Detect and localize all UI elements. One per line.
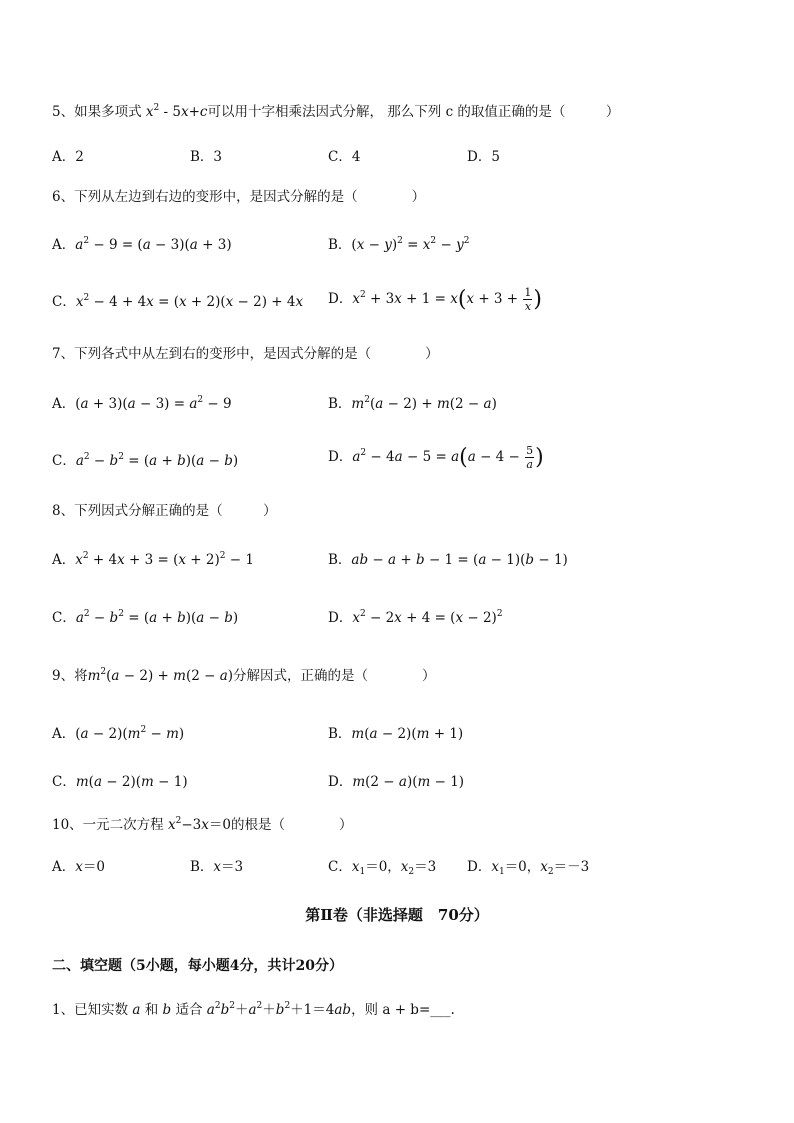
fill1-stem-post: ，则 a + b=___. — [351, 1002, 455, 1018]
q9-label-c: C． — [52, 774, 76, 790]
q9-stem-pre: 9、将 — [52, 668, 88, 684]
q10-expr-c: $x_1=0$，$x_2=3$ — [351, 859, 437, 877]
q8-label-c: C． — [52, 610, 76, 626]
q9-label-b: B． — [328, 726, 352, 742]
section2-title: 二、填空题（5小题，每小题4分，共计20分） — [52, 958, 343, 974]
q6-option-d[interactable] — [328, 286, 542, 313]
q9-label-d: D． — [328, 774, 353, 790]
q8-expr-a: $x^2 + 4x + 3 = (x + 2)^2 - 1$ — [75, 551, 254, 568]
q9-stem-math: $m^2(a - 2) + m(2 - a)$ — [87, 667, 234, 684]
q9-option-c[interactable] — [52, 770, 188, 790]
q8-label-b: B． — [328, 552, 352, 568]
q10-stem-pre: 10、一元二次方程 — [52, 817, 168, 833]
q8-expr-b: ab − a + b − 1 = (a − 1)(b − 1) — [351, 552, 568, 568]
q10-option-d[interactable] — [467, 855, 589, 875]
question-9 — [52, 664, 436, 684]
q5-stem-pre: 5、如果多项式 — [52, 104, 146, 120]
q10-stem-math: $x^2-3x=0$ — [167, 816, 231, 833]
q8-label-d: D． — [328, 610, 353, 626]
q10-label-a: A． — [52, 859, 76, 875]
q7-expr-b: $m^2(a - 2) + m(2 - a)$ — [351, 395, 497, 412]
question-6: 6、下列从左边到右边的变形中，是因式分解的是（ ） — [52, 189, 426, 205]
question-8: 8、下列因式分解正确的是（ ） — [52, 503, 277, 519]
q6-expr-c: $x^2 - 4 + 4x = (x + 2)(x - 2) + 4x$ — [75, 293, 304, 310]
q9-option-a[interactable] — [52, 722, 184, 742]
q6-option-b[interactable] — [328, 233, 469, 253]
q10-option-c[interactable] — [328, 855, 436, 875]
q5-option-a[interactable]: A．2 — [52, 149, 84, 165]
q10-label-c: C． — [328, 859, 352, 875]
q7-option-b[interactable] — [328, 392, 497, 412]
q6-expr-b: $(x - y)^2 = x^2 - y^2$ — [351, 236, 470, 253]
q10-option-a[interactable] — [52, 855, 105, 875]
q9-expr-a: $(a - 2)(m^2 - m)$ — [75, 725, 185, 742]
q10-stem-post: 的根是（ ） — [230, 817, 353, 833]
question-7: 7、下列各式中从左到右的变形中，是因式分解的是（ ） — [52, 346, 439, 362]
q7-expr-d: $a^2 - 4a - 5 = a(a - 4$ − $\frac{5}{a}$ ) — [352, 444, 544, 471]
q9-option-b[interactable] — [328, 722, 463, 742]
q9-expr-b: m(a − 2)(m + 1) — [351, 726, 464, 742]
q9-stem-post: 分解因式，正确的是（ ） — [233, 668, 436, 684]
q6-label-a: A． — [52, 237, 76, 253]
q8-option-d[interactable] — [328, 606, 503, 626]
q10-label-b: B． — [190, 859, 214, 875]
q6-label-d: D． — [328, 291, 353, 307]
q7-option-c[interactable] — [52, 449, 238, 469]
question-5 — [52, 100, 619, 120]
q5-option-d[interactable]: D．5 — [467, 149, 500, 165]
q7-option-a[interactable] — [52, 392, 232, 412]
q9-option-d[interactable] — [328, 770, 464, 790]
q7-label-b: B． — [328, 396, 352, 412]
q7-expr-c: $a^2 - b^2 = (a + b)(a - b)$ — [75, 452, 239, 469]
q7-label-a: A． — [52, 396, 76, 412]
q10-expr-a: x＝0 — [75, 859, 105, 875]
q9-expr-d: m(2 − a)(m − 1) — [352, 774, 465, 790]
q8-option-b[interactable] — [328, 548, 568, 568]
q5-option-c[interactable]: C．4 — [328, 149, 361, 165]
q8-option-a[interactable] — [52, 548, 254, 568]
q8-option-c[interactable] — [52, 606, 238, 626]
q6-expr-a: $a^2 - 9 = (a - 3)(a + 3)$ — [75, 236, 232, 253]
part2-title: 第Ⅱ卷（非选择题 70分） — [305, 906, 489, 924]
q7-label-c: C． — [52, 453, 76, 469]
fill1-stem-pre: 1、已知实数 — [52, 1002, 133, 1018]
fill-question-1 — [52, 998, 455, 1018]
fill1-stem-math: a 和 b 适合 $a^2b^2+a^2+b^2+1=4ab$ — [132, 1001, 352, 1018]
q10-expr-d: $x_1=0$，$x_2=-3$ — [491, 859, 590, 877]
q6-option-c[interactable] — [52, 290, 303, 310]
q6-option-a[interactable] — [52, 233, 232, 253]
q6-label-b: B． — [328, 237, 352, 253]
q5-stem-math: $x^2 - 5x+c$ — [145, 103, 208, 120]
q8-expr-d: $x^2 - 2x + 4 = (x - 2)^2$ — [352, 609, 503, 626]
q6-label-c: C． — [52, 294, 76, 310]
q7-option-d[interactable] — [328, 444, 544, 471]
q5-option-b[interactable]: B．3 — [190, 149, 223, 165]
q9-expr-c: m(a − 2)(m − 1) — [75, 774, 188, 790]
q8-label-a: A． — [52, 552, 76, 568]
q7-label-d: D． — [328, 449, 353, 465]
q8-expr-c: $a^2 - b^2 = (a + b)(a - b)$ — [75, 609, 239, 626]
question-10 — [52, 813, 352, 833]
q6-expr-d: $x^2 + 3x + 1 = x(x + 3$ + $\frac{1}{x}$ ) — [352, 286, 543, 313]
q5-stem-post: 可以用十字相乘法因式分解， 那么下列 c 的取值正确的是（ ） — [207, 104, 620, 120]
q7-expr-a: $(a + 3)(a - 3) = a^2 - 9$ — [75, 395, 232, 412]
q10-expr-b: x＝3 — [213, 859, 244, 875]
q10-label-d: D． — [467, 859, 492, 875]
q9-label-a: A． — [52, 726, 76, 742]
q10-option-b[interactable] — [190, 855, 243, 875]
